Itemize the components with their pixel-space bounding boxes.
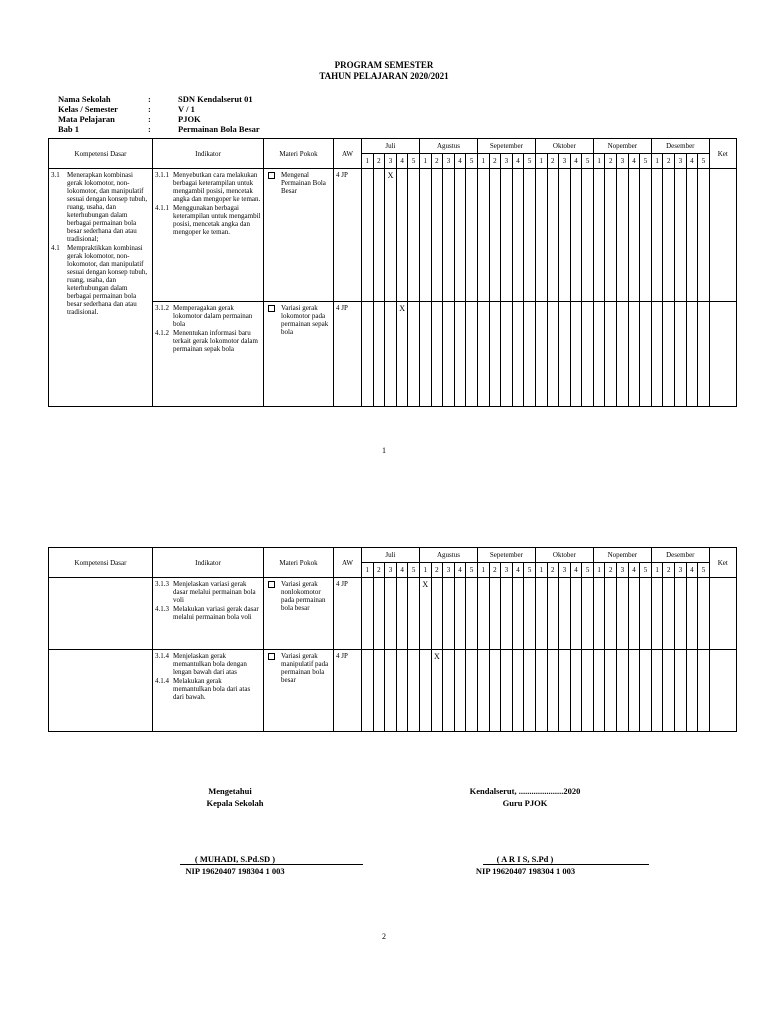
header-week: 1: [535, 563, 547, 578]
week-cell: [663, 578, 675, 650]
week-cell: [501, 302, 513, 407]
week-cell: [593, 169, 605, 302]
kd-number: 3.1: [51, 171, 60, 179]
page-number-2: 2: [382, 932, 386, 941]
week-cell: [698, 169, 710, 302]
checkbox-icon: [268, 653, 275, 660]
week-cell: [535, 302, 547, 407]
kd-item: [51, 244, 150, 316]
week-cell: [477, 302, 489, 407]
indikator-number: 3.1.3: [155, 580, 169, 588]
indikator-cell: [153, 169, 264, 302]
header-week: 1: [593, 563, 605, 578]
header-month: Agustus: [419, 548, 477, 563]
indikator-item: [155, 580, 261, 604]
header-aw: AW: [334, 139, 362, 169]
week-cell: [686, 302, 698, 407]
week-cell: [443, 650, 455, 732]
week-cell: [524, 578, 536, 650]
indikator-item: [155, 204, 261, 236]
header-week: 5: [408, 154, 420, 169]
header-week: 4: [396, 563, 408, 578]
info-label: Nama Sekolah: [58, 94, 111, 104]
header-month: Sepetember: [477, 548, 535, 563]
materi-pokok-cell: [264, 302, 334, 407]
header-week: 5: [466, 154, 478, 169]
week-cell: [675, 302, 687, 407]
indikator-number: 3.1.2: [155, 304, 169, 312]
week-cell: [570, 578, 582, 650]
week-cell: [385, 578, 397, 650]
header-week: 3: [443, 154, 455, 169]
info-colon: :: [148, 94, 151, 104]
header-week: 2: [663, 154, 675, 169]
schedule-mark: X: [385, 169, 397, 302]
indikator-text: Melakukan variasi gerak dasar melalui permainan bola voli: [173, 605, 259, 621]
info-row: [58, 124, 260, 134]
indikator-item: [155, 605, 261, 621]
week-cell: [686, 169, 698, 302]
header-week: 5: [466, 563, 478, 578]
checkbox-icon: [268, 172, 275, 179]
header-week: 3: [443, 563, 455, 578]
ket-cell: [709, 650, 736, 732]
week-cell: [489, 302, 501, 407]
header-ket: Ket: [709, 548, 736, 578]
place-date: Kendalserut, .....................2020: [469, 786, 581, 796]
schedule-mark: X: [396, 302, 408, 407]
week-cell: [443, 578, 455, 650]
week-cell: [466, 302, 478, 407]
indikator-item: [155, 171, 261, 203]
header-month: Oktober: [535, 548, 593, 563]
week-cell: [431, 169, 443, 302]
week-cell: [640, 578, 652, 650]
week-cell: [501, 578, 513, 650]
header-week: 3: [675, 154, 687, 169]
teacher-signature-line: [483, 864, 649, 865]
info-value: SDN Kendalserut 01: [178, 94, 253, 104]
week-cell: [675, 650, 687, 732]
kd-text: Mempraktikkan kombinasi gerak lokomotor, non-lokomotor, dan manipulatif sesuai dengan konsep tubuh, ruang, usaha, dan keterhubungan dalam berbagai permainan bola besar sederhana dan atau tradisional.: [67, 244, 148, 316]
week-cell: [559, 650, 571, 732]
indikator-item: [155, 652, 261, 676]
schedule-mark: X: [419, 578, 431, 650]
week-cell: [628, 169, 640, 302]
week-cell: [663, 169, 675, 302]
info-value: PJOK: [178, 114, 201, 124]
week-cell: [385, 650, 397, 732]
header-week: 4: [512, 563, 524, 578]
header-week: 1: [535, 154, 547, 169]
header-week: 5: [582, 563, 594, 578]
materi-pokok-cell: [264, 650, 334, 732]
header-month: Nopember: [593, 139, 651, 154]
week-cell: [628, 302, 640, 407]
week-cell: [466, 578, 478, 650]
week-cell: [396, 578, 408, 650]
header-week: 5: [698, 563, 710, 578]
week-cell: [698, 578, 710, 650]
header-month: Nopember: [593, 548, 651, 563]
header-week: 1: [362, 563, 374, 578]
week-cell: [617, 578, 629, 650]
header-week: 2: [547, 563, 559, 578]
ket-cell: [709, 302, 736, 407]
header-week: 1: [651, 154, 663, 169]
week-cell: [466, 169, 478, 302]
week-cell: [408, 578, 420, 650]
indikator-number: 4.1.2: [155, 329, 169, 337]
week-cell: [570, 650, 582, 732]
week-cell: [570, 169, 582, 302]
week-cell: [535, 650, 547, 732]
week-cell: [640, 650, 652, 732]
aw-cell: 4 JP: [334, 302, 362, 407]
header-month: Oktober: [535, 139, 593, 154]
materi-pokok-cell: [264, 169, 334, 302]
schedule-table-page-2: [48, 547, 737, 732]
week-cell: [512, 578, 524, 650]
week-cell: [535, 169, 547, 302]
week-cell: [419, 169, 431, 302]
week-cell: [501, 169, 513, 302]
schedule-mark: X: [431, 650, 443, 732]
header-week: 3: [617, 154, 629, 169]
week-cell: [640, 169, 652, 302]
week-cell: [640, 302, 652, 407]
week-cell: [454, 169, 466, 302]
week-cell: [431, 578, 443, 650]
info-label: Kelas / Semester: [58, 104, 118, 114]
header-week: 5: [640, 563, 652, 578]
header-week: 4: [512, 154, 524, 169]
week-cell: [512, 302, 524, 407]
page-number-1: 1: [382, 446, 386, 455]
kd-item: [51, 171, 150, 243]
info-row: [58, 104, 260, 114]
materi-pokok-cell: [264, 578, 334, 650]
indikator-item: [155, 304, 261, 328]
kompetensi-dasar-cell: [49, 578, 153, 650]
week-cell: [454, 650, 466, 732]
headmaster-signature-line: [180, 864, 363, 865]
week-cell: [373, 578, 385, 650]
header-week: 2: [547, 154, 559, 169]
week-cell: [698, 302, 710, 407]
schedule-table-page-1: [48, 138, 737, 407]
aw-cell: 4 JP: [334, 169, 362, 302]
header-aw: AW: [334, 548, 362, 578]
kompetensi-dasar-cell: [49, 650, 153, 732]
checkbox-icon: [268, 305, 275, 312]
week-cell: [651, 578, 663, 650]
aw-cell: 4 JP: [334, 650, 362, 732]
indikator-text: Melakukan gerak memantulkan bola dari atas dari bawah.: [173, 677, 251, 701]
week-cell: [443, 302, 455, 407]
week-cell: [593, 302, 605, 407]
header-materi-pokok: Materi Pokok: [264, 548, 334, 578]
indikator-text: Menjelaskan variasi gerak dasar melalui permainan bola voli: [173, 580, 256, 604]
week-cell: [466, 650, 478, 732]
indikator-text: Menggunakan berbagai keterampilan untuk mengambil posisi, mencetak angka dan mengoper ke teman.: [173, 204, 261, 236]
week-cell: [489, 650, 501, 732]
week-cell: [443, 169, 455, 302]
week-cell: [559, 302, 571, 407]
header-week: 2: [489, 563, 501, 578]
header-week: 2: [489, 154, 501, 169]
week-cell: [628, 650, 640, 732]
week-cell: [547, 578, 559, 650]
teacher-name: ( A R I S, S.Pd ): [496, 854, 554, 864]
week-cell: [454, 302, 466, 407]
week-cell: [408, 302, 420, 407]
info-value: Permainan Bola Besar: [178, 124, 260, 134]
week-cell: [547, 169, 559, 302]
materi-pokok-text: Variasi gerak nonlokomotor pada permainan bola besar: [281, 580, 326, 612]
week-cell: [547, 650, 559, 732]
header-week: 5: [524, 563, 536, 578]
header-week: 3: [675, 563, 687, 578]
week-cell: [686, 578, 698, 650]
indikator-number: 3.1.1: [155, 171, 169, 179]
week-cell: [651, 169, 663, 302]
materi-pokok-text: Variasi gerak manipulatif pada permainan bola besar: [281, 652, 329, 684]
header-month: Desember: [651, 139, 709, 154]
header-week: 2: [373, 154, 385, 169]
approval-heading: Mengetahui: [208, 786, 252, 796]
header-week: 2: [605, 563, 617, 578]
materi-pokok-text: Variasi gerak lokomotor pada permainan sepak bola: [281, 304, 329, 336]
week-cell: [605, 578, 617, 650]
header-week: 2: [431, 154, 443, 169]
header-month: Agustus: [419, 139, 477, 154]
header-week: 4: [628, 154, 640, 169]
week-cell: [570, 302, 582, 407]
teacher-nip: NIP 19620407 198304 1 003: [475, 866, 576, 876]
week-cell: [524, 650, 536, 732]
header-month: Desember: [651, 548, 709, 563]
week-cell: [408, 169, 420, 302]
week-cell: [617, 302, 629, 407]
week-cell: [489, 578, 501, 650]
kompetensi-dasar-cell: [49, 169, 153, 407]
info-value: V / 1: [178, 104, 195, 114]
header-week: 4: [628, 563, 640, 578]
aw-cell: 4 JP: [334, 578, 362, 650]
week-cell: [675, 578, 687, 650]
kd-text: Menerapkan kombinasi gerak lokomotor, non-lokomotor, dan manipulatif sesuai dengan konsep tubuh, ruang, usaha, dan keterhubungan dalam berbagai permainan bola besar sederhana dan atau tradisional;: [67, 171, 148, 243]
week-cell: [408, 650, 420, 732]
week-cell: [628, 578, 640, 650]
header-week: 3: [501, 563, 513, 578]
week-cell: [617, 169, 629, 302]
header-week: 1: [477, 563, 489, 578]
header-ket: Ket: [709, 139, 736, 169]
week-cell: [593, 578, 605, 650]
table-row: [49, 650, 737, 732]
header-kompetensi-dasar: Kompetensi Dasar: [49, 139, 153, 169]
header-week: 5: [698, 154, 710, 169]
teacher-role: Guru PJOK: [502, 798, 548, 808]
table-row: [49, 169, 737, 302]
header-week: 1: [419, 563, 431, 578]
week-cell: [385, 302, 397, 407]
header-week: 2: [373, 563, 385, 578]
week-cell: [605, 169, 617, 302]
week-cell: [582, 302, 594, 407]
info-colon: :: [148, 104, 151, 114]
table-row: [49, 578, 737, 650]
week-cell: [362, 578, 374, 650]
header-week: 2: [431, 563, 443, 578]
week-cell: [431, 302, 443, 407]
week-cell: [373, 650, 385, 732]
header-week: 4: [454, 154, 466, 169]
week-cell: [547, 302, 559, 407]
week-cell: [582, 169, 594, 302]
indikator-number: 4.1.4: [155, 677, 169, 685]
header-materi-pokok: Materi Pokok: [264, 139, 334, 169]
header-week: 1: [419, 154, 431, 169]
week-cell: [477, 578, 489, 650]
week-cell: [593, 650, 605, 732]
week-cell: [524, 302, 536, 407]
week-cell: [559, 578, 571, 650]
header-week: 4: [454, 563, 466, 578]
indikator-item: [155, 677, 261, 701]
header-week: 5: [582, 154, 594, 169]
header-week: 3: [385, 154, 397, 169]
materi-pokok-text: Mengenal Permainan Bola Besar: [281, 171, 326, 195]
indikator-text: Menyebutkan cara melakukan berbagai keterampilan untuk mengambil posisi, mencetak angka dan mengoper ke teman.: [173, 171, 261, 203]
indikator-number: 4.1.3: [155, 605, 169, 613]
headmaster-role: Kepala Sekolah: [206, 798, 264, 808]
header-week: 1: [593, 154, 605, 169]
week-cell: [396, 650, 408, 732]
week-cell: [396, 169, 408, 302]
week-cell: [535, 578, 547, 650]
header-week: 5: [524, 154, 536, 169]
ket-cell: [709, 169, 736, 302]
header-week: 5: [640, 154, 652, 169]
header-kompetensi-dasar: Kompetensi Dasar: [49, 548, 153, 578]
school-info: [58, 94, 260, 134]
week-cell: [582, 650, 594, 732]
header-week: 4: [570, 154, 582, 169]
header-week: 4: [686, 154, 698, 169]
week-cell: [617, 650, 629, 732]
headmaster-nip: NIP 19620407 198304 1 003: [185, 866, 285, 876]
header-week: 1: [651, 563, 663, 578]
week-cell: [477, 169, 489, 302]
header-month: Juli: [362, 139, 420, 154]
header-week: 4: [686, 563, 698, 578]
document-subtitle: TAHUN PELAJARAN 2020/2021: [319, 71, 449, 81]
header-week: 4: [396, 154, 408, 169]
header-indikator: Indikator: [153, 139, 264, 169]
week-cell: [605, 302, 617, 407]
header-week: 5: [408, 563, 420, 578]
week-cell: [419, 650, 431, 732]
week-cell: [651, 650, 663, 732]
week-cell: [362, 650, 374, 732]
indikator-text: Memperagakan gerak lokomotor dalam permainan bola: [173, 304, 253, 328]
week-cell: [501, 650, 513, 732]
header-week: 2: [663, 563, 675, 578]
info-colon: :: [148, 124, 151, 134]
week-cell: [373, 169, 385, 302]
week-cell: [698, 650, 710, 732]
week-cell: [663, 650, 675, 732]
week-cell: [419, 302, 431, 407]
indikator-text: Menentukan informasi baru terkait gerak lokomotor dalam permainan sepak bola: [173, 329, 258, 353]
header-week: 3: [501, 154, 513, 169]
info-label: Bab 1: [58, 124, 80, 134]
week-cell: [605, 650, 617, 732]
header-week: 3: [617, 563, 629, 578]
header-week: 1: [477, 154, 489, 169]
header-week: 1: [362, 154, 374, 169]
indikator-cell: [153, 302, 264, 407]
checkbox-icon: [268, 581, 275, 588]
week-cell: [512, 650, 524, 732]
header-week: 2: [605, 154, 617, 169]
document-title: PROGRAM SEMESTER: [334, 60, 434, 70]
week-cell: [524, 169, 536, 302]
indikator-number: 4.1.1: [155, 204, 169, 212]
header-week: 4: [570, 563, 582, 578]
week-cell: [559, 169, 571, 302]
indikator-cell: [153, 578, 264, 650]
headmaster-name: ( MUHADI, S.Pd.SD ): [194, 854, 276, 864]
info-row: [58, 94, 260, 104]
info-row: [58, 114, 260, 124]
week-cell: [663, 302, 675, 407]
indikator-number: 3.1.4: [155, 652, 169, 660]
header-week: 3: [559, 563, 571, 578]
week-cell: [373, 302, 385, 407]
week-cell: [582, 578, 594, 650]
week-cell: [362, 169, 374, 302]
indikator-text: Menjelaskan gerak memantulkan bola dengan lengan bawah dari atas: [173, 652, 247, 676]
indikator-cell: [153, 650, 264, 732]
header-week: 3: [559, 154, 571, 169]
header-indikator: Indikator: [153, 548, 264, 578]
info-label: Mata Pelajaran: [58, 114, 115, 124]
header-month: Juli: [362, 548, 420, 563]
week-cell: [362, 302, 374, 407]
header-week: 3: [385, 563, 397, 578]
indikator-item: [155, 329, 261, 353]
week-cell: [675, 169, 687, 302]
week-cell: [686, 650, 698, 732]
week-cell: [454, 578, 466, 650]
table-row: [49, 302, 737, 407]
week-cell: [489, 169, 501, 302]
week-cell: [477, 650, 489, 732]
info-colon: :: [148, 114, 151, 124]
header-month: Sepetember: [477, 139, 535, 154]
week-cell: [512, 169, 524, 302]
ket-cell: [709, 578, 736, 650]
kd-number: 4.1: [51, 244, 60, 252]
week-cell: [651, 302, 663, 407]
